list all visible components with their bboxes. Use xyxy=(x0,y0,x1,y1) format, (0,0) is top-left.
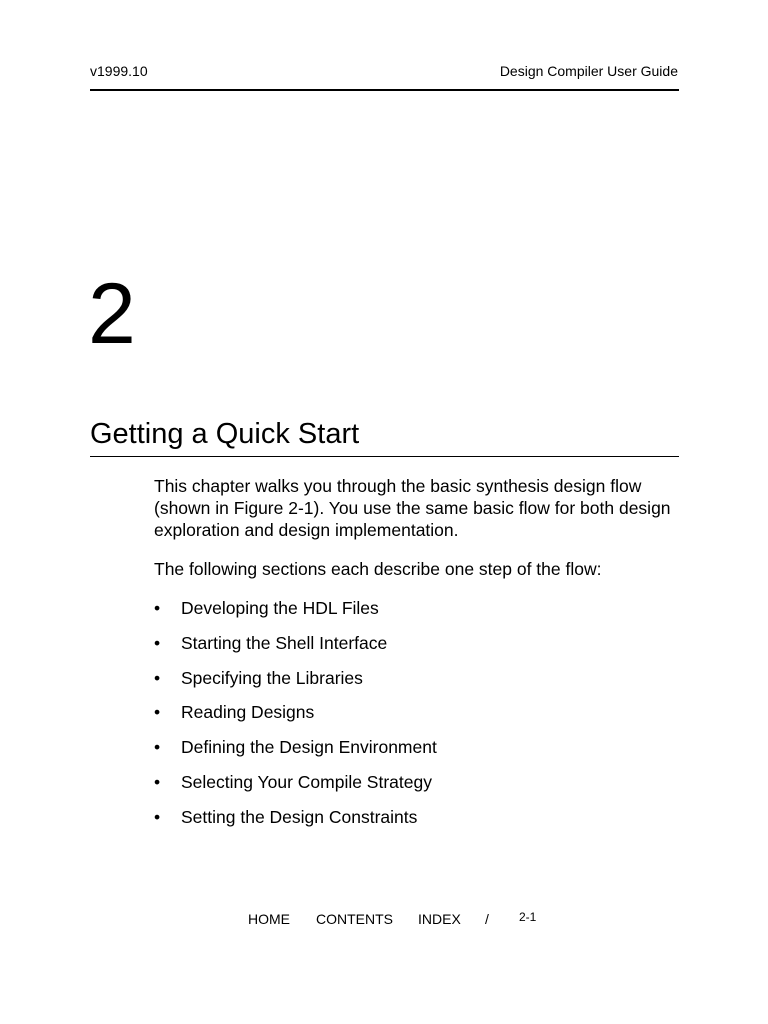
bullet-icon: • xyxy=(154,632,161,653)
section-label: Selecting Your Compile Strategy xyxy=(181,771,432,792)
section-label: Setting the Design Constraints xyxy=(181,806,418,827)
footer-separator: / xyxy=(485,911,489,927)
guide-title: Design Compiler User Guide xyxy=(499,63,678,79)
intro-paragraph: This chapter walks you through the basic synthesis design flow (shown in Figure 2-1). You use the same basic flow for both design exploration and design implementation. xyxy=(154,476,671,540)
section-label: Developing the HDL Files xyxy=(181,598,379,618)
list-item xyxy=(154,667,437,689)
index-link[interactable]: INDEX xyxy=(418,911,461,927)
page-footer xyxy=(0,910,768,930)
list-item xyxy=(154,632,437,654)
bullet-icon: • xyxy=(154,667,161,688)
bullet-icon: • xyxy=(154,702,161,723)
list-item xyxy=(154,771,437,793)
lead-paragraph: The following sections each describe one step of the flow: xyxy=(154,559,602,579)
bullet-icon: • xyxy=(154,737,161,758)
chapter-title: Getting a Quick Start xyxy=(90,418,360,450)
title-divider xyxy=(90,456,679,457)
bullet-icon: • xyxy=(154,771,161,792)
section-label: Starting the Shell Interface xyxy=(181,632,388,653)
section-label: Specifying the Libraries xyxy=(181,667,363,688)
list-item xyxy=(154,597,437,619)
chapter-number: 2 xyxy=(88,266,136,362)
page-number: 2-1 xyxy=(519,910,537,924)
section-label: Reading Designs xyxy=(181,702,315,723)
section-list xyxy=(154,597,437,841)
section-label: Defining the Design Environment xyxy=(181,737,437,758)
bullet-icon: • xyxy=(154,806,161,827)
list-item xyxy=(154,736,437,758)
bullet-icon: • xyxy=(154,598,161,618)
home-link[interactable]: HOME xyxy=(248,911,290,927)
contents-link[interactable]: CONTENTS xyxy=(316,911,393,927)
list-item xyxy=(154,806,437,828)
list-item xyxy=(154,701,437,723)
document-version: v1999.10 xyxy=(90,63,148,79)
header-divider xyxy=(90,89,679,91)
